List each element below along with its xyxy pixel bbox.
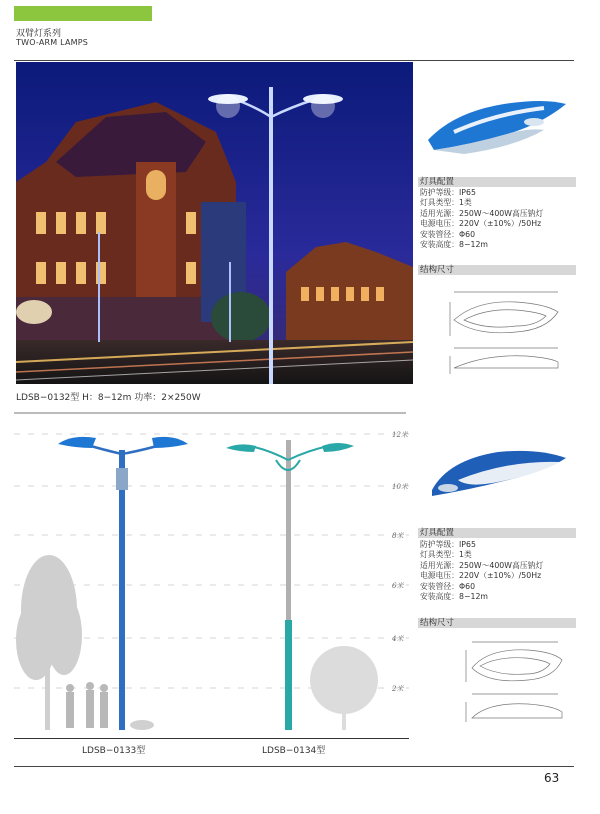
pole-height-diagram [14,420,409,730]
model-caption-0134: LDSB−0134型 [262,746,326,756]
scale-label: 6米 [392,582,404,590]
luminaire-image [424,92,570,158]
divider [14,60,574,61]
product-caption-0132: LDSB−0132型 H：8−12m 功率：2×250W [16,393,201,403]
spec-list [420,540,543,602]
spec-item: 电源电压：220V（±10%）/50Hz [420,219,542,229]
scale-label: 8米 [392,532,404,540]
spec-list [420,188,543,250]
spec-item: 适用光源：250W～400W高压钠灯 [420,560,544,570]
spec-item: 防护等级：IP65 [420,188,476,197]
section-header-structure: 结构尺寸 [418,265,576,275]
divider [14,412,406,414]
spec-item: 安装管径：Φ60 [420,581,476,591]
section-header-config: 灯具配置 [418,528,576,538]
spec-item: 灯具类型：1类 [420,550,472,560]
spec-item: 灯具类型：1类 [420,198,472,208]
divider [14,738,409,739]
section-header-structure: 结构尺寸 [418,618,576,628]
page-number: 63 [544,771,560,785]
scale-label: 4米 [392,635,404,643]
spec-item: 防护等级：IP65 [420,540,476,549]
scale-label: 2米 [392,685,404,693]
night-street-photo [16,62,413,384]
scale-label: 10米 [392,483,408,491]
scale-label: 12米 [392,431,408,439]
model-caption-0133: LDSB−0133型 [82,746,146,756]
dimension-drawing [446,286,566,378]
spec-item: 安装高度：8−12m [420,240,488,250]
spec-item: 电源电压：220V（±10%）/50Hz [420,571,542,581]
luminaire-image [428,440,570,502]
category-title-zh: 双臂灯系列 [16,29,62,39]
section-header-config: 灯具配置 [418,177,576,187]
footer-divider [14,766,574,767]
spec-item: 适用光源：250W～400W高压钠灯 [420,208,544,218]
dimension-drawing [458,636,570,726]
spec-item: 安装高度：8−12m [420,592,488,602]
spec-item: 安装管径：Φ60 [420,229,476,239]
category-tag-bar [14,6,152,21]
category-title-en: TWO-ARM LAMPS [16,38,89,47]
